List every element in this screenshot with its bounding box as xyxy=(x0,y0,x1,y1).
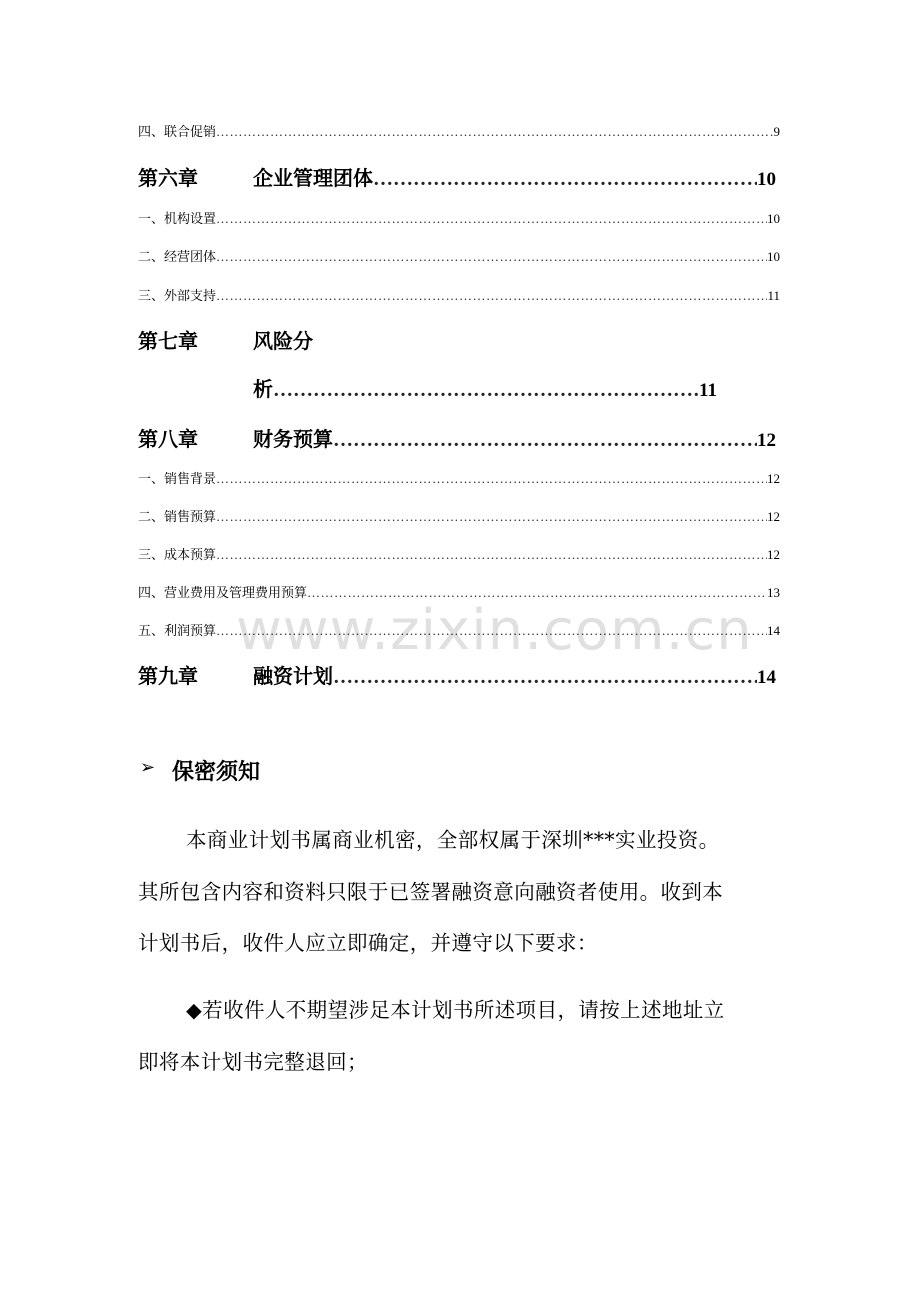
toc-entry-page: 12 xyxy=(767,471,780,486)
toc-chapter-title: 财务预算 xyxy=(253,427,333,451)
toc-chapter-entry[interactable] xyxy=(253,423,776,452)
toc-chapter-number: 第七章 xyxy=(138,329,198,353)
toc-entry[interactable] xyxy=(138,285,780,304)
toc-entry[interactable] xyxy=(138,246,780,265)
toc-entry-page: 11 xyxy=(767,288,780,303)
toc-chapter-title: 融资计划 xyxy=(253,664,333,688)
toc-chapter-title: 企业管理团体 xyxy=(253,166,373,190)
toc-entry-label: 一、销售背景 xyxy=(138,472,217,487)
toc-entry-page: 10 xyxy=(767,211,780,226)
toc-entry-page: 14 xyxy=(767,623,780,638)
watermark: www.zixin.com.cn xyxy=(236,598,753,663)
paragraph-line: 本商业计划书属商业机密，全部权属于深圳***实业投资。 xyxy=(186,828,720,852)
toc-entry-label: 四、营业费用及管理费用预算 xyxy=(138,586,308,601)
toc-chapter-number: 第九章 xyxy=(138,664,198,688)
paragraph-line: 即将本计划书完整退回； xyxy=(138,1050,368,1074)
toc-leader-dots xyxy=(216,249,767,265)
toc-leader-dots xyxy=(216,509,767,525)
toc-entry-label: 三、外部支持 xyxy=(138,289,217,304)
toc-entry-label: 一、机构设置 xyxy=(138,212,217,227)
toc-entry-page: 12 xyxy=(767,509,780,524)
toc-entry[interactable] xyxy=(138,121,780,140)
toc-entry-label: 二、销售预算 xyxy=(138,510,217,525)
toc-entry-label: 四、联合促销 xyxy=(138,125,217,140)
toc-entry[interactable] xyxy=(138,544,780,563)
toc-chapter-page: 14 xyxy=(757,667,776,688)
toc-entry[interactable] xyxy=(138,468,780,487)
toc-entry-page: 10 xyxy=(767,249,780,264)
toc-leader-dots xyxy=(216,471,767,487)
toc-chapter-number: 第八章 xyxy=(138,427,198,451)
toc-leader-dots xyxy=(373,168,757,191)
toc-chapter-entry[interactable] xyxy=(253,660,776,689)
paragraph-line: 其所包含内容和资料只限于已签署融资意向融资者使用。收到本 xyxy=(138,880,724,904)
paragraph-line: 计划书后，收件人应立即确定，并遵守以下要求： xyxy=(138,931,598,955)
arrow-bullet-icon: ➢ xyxy=(140,757,156,778)
toc-chapter-entry[interactable] xyxy=(253,162,776,191)
toc-chapter-entry[interactable] xyxy=(253,373,717,402)
toc-leader-dots xyxy=(273,379,699,402)
toc-leader-dots xyxy=(216,124,773,140)
toc-entry-page: 13 xyxy=(767,585,780,600)
toc-leader-dots xyxy=(216,288,767,304)
toc-chapter-number: 第六章 xyxy=(138,166,198,190)
section-heading: 保密须知 xyxy=(172,760,261,785)
toc-leader-dots xyxy=(216,211,767,227)
toc-entry[interactable] xyxy=(138,506,780,525)
toc-chapter-title: 风险分 xyxy=(253,329,313,353)
toc-chapter-page: 11 xyxy=(699,380,717,401)
paragraph-line: ◆若收件人不期望涉足本计划书所述项目，请按上述地址立 xyxy=(186,998,725,1022)
toc-entry-label: 五、利润预算 xyxy=(138,624,217,639)
toc-leader-dots xyxy=(333,666,757,689)
toc-chapter-page: 12 xyxy=(757,430,776,451)
toc-chapter-title-cont: 析 xyxy=(253,377,273,401)
toc-leader-dots xyxy=(216,547,767,563)
toc-entry-page: 12 xyxy=(767,547,780,562)
toc-entry-page: 9 xyxy=(773,124,780,139)
toc-entry-label: 三、成本预算 xyxy=(138,548,217,563)
toc-entry[interactable] xyxy=(138,208,780,227)
toc-leader-dots xyxy=(333,429,757,452)
toc-entry-label: 二、经营团体 xyxy=(138,250,217,265)
toc-chapter-page: 10 xyxy=(757,169,776,190)
